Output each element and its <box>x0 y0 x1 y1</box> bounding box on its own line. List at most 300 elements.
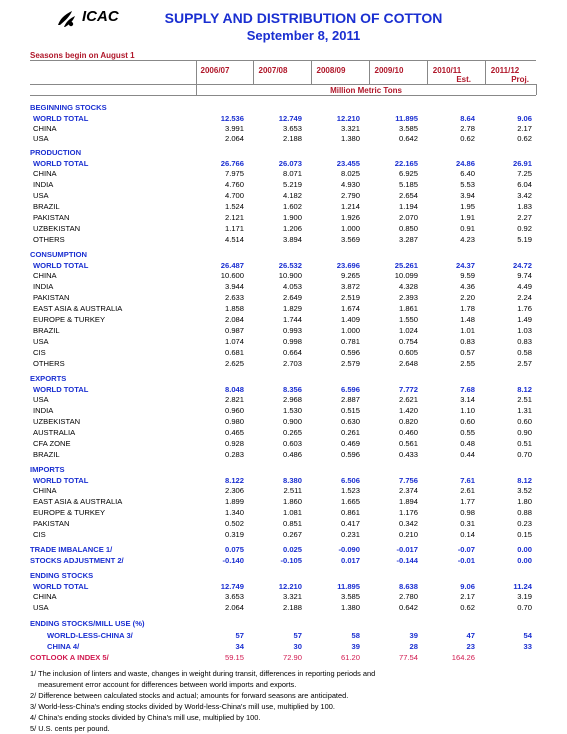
row-value: 0.861 <box>340 508 360 517</box>
row-value: 0.342 <box>398 519 418 528</box>
row-value: 2.20 <box>460 293 475 302</box>
table-row <box>0 293 567 303</box>
row-value: 0.261 <box>340 428 360 437</box>
row-value: 5.219 <box>282 180 302 189</box>
row-value: 9.06 <box>517 114 532 123</box>
table-row <box>0 439 567 449</box>
row-value: 0.980 <box>224 417 244 426</box>
column-year: 2009/10 <box>374 66 404 75</box>
row-value: 1.744 <box>282 315 302 324</box>
column-year: 2011/12 <box>490 66 520 75</box>
row-value: 61.20 <box>340 653 360 662</box>
row-value: 1.01 <box>460 326 475 335</box>
row-value: 1.95 <box>460 202 475 211</box>
row-value: 2.649 <box>282 293 302 302</box>
row-label: ENDING STOCKS/MILL USE (%) <box>30 619 145 628</box>
table-row <box>0 148 567 158</box>
row-value: 4.760 <box>224 180 244 189</box>
row-label: WORLD TOTAL <box>33 261 89 270</box>
row-value: 0.502 <box>224 519 244 528</box>
table-row <box>0 530 567 540</box>
units-label: Million Metric Tons <box>330 86 402 95</box>
row-value: 3.872 <box>340 282 360 291</box>
row-value: 2.780 <box>398 592 418 601</box>
table-row <box>0 103 567 113</box>
row-value: 8.380 <box>282 476 302 485</box>
row-value: 0.57 <box>460 348 475 357</box>
row-value: 3.42 <box>517 191 532 200</box>
row-label: EUROPE & TURKEY <box>33 508 106 517</box>
table-row <box>0 191 567 201</box>
row-value: 7.772 <box>398 385 418 394</box>
row-value: 0.70 <box>517 450 532 459</box>
row-value: 2.790 <box>340 191 360 200</box>
row-value: 7.68 <box>460 385 475 394</box>
row-value: 0.00 <box>517 556 532 565</box>
row-value: 2.188 <box>282 134 302 143</box>
row-value: 1.530 <box>282 406 302 415</box>
row-value: 0.605 <box>398 348 418 357</box>
row-value: 4.930 <box>340 180 360 189</box>
row-label: WORLD TOTAL <box>33 476 89 485</box>
row-value: 1.206 <box>282 224 302 233</box>
row-value: 2.070 <box>398 213 418 222</box>
footnote: measurement error account for differences between world imports and exports. <box>38 680 297 689</box>
row-value: 2.78 <box>460 124 475 133</box>
row-value: 59.15 <box>224 653 244 662</box>
row-value: 34 <box>235 642 244 651</box>
row-label: WORLD TOTAL <box>33 582 89 591</box>
row-value: 4.514 <box>224 235 244 244</box>
row-label: CHINA <box>33 169 57 178</box>
row-value: 0.14 <box>460 530 475 539</box>
row-value: 1.409 <box>340 315 360 324</box>
row-label: WORLD TOTAL <box>33 159 89 168</box>
row-label: EAST ASIA & AUSTRALIA <box>33 304 123 313</box>
row-value: -0.017 <box>396 545 418 554</box>
row-value: 0.998 <box>282 337 302 346</box>
row-value: 0.820 <box>398 417 418 426</box>
row-value: 0.267 <box>282 530 302 539</box>
row-value: 0.265 <box>282 428 302 437</box>
row-value: 2.625 <box>224 359 244 368</box>
row-value: 1.894 <box>398 497 418 506</box>
row-label: CIS <box>33 348 46 357</box>
row-value: 22.165 <box>394 159 418 168</box>
row-value: 72.90 <box>282 653 302 662</box>
row-value: 2.519 <box>340 293 360 302</box>
row-value: 2.121 <box>224 213 244 222</box>
row-value: 4.36 <box>460 282 475 291</box>
table-row <box>0 134 567 144</box>
row-value: 3.94 <box>460 191 475 200</box>
row-value: 0.90 <box>517 428 532 437</box>
row-value: 1.081 <box>282 508 302 517</box>
row-label: USA <box>33 337 49 346</box>
row-value: 30 <box>293 642 302 651</box>
table-row <box>0 571 567 581</box>
row-value: 25.261 <box>394 261 418 270</box>
row-value: 164.26 <box>451 653 475 662</box>
row-value: 0.60 <box>517 417 532 426</box>
table-row <box>0 428 567 438</box>
row-value: -0.144 <box>396 556 418 565</box>
row-value: 2.648 <box>398 359 418 368</box>
row-value: 1.80 <box>517 497 532 506</box>
row-value: 54 <box>523 631 532 640</box>
table-row <box>0 250 567 260</box>
row-label: TRADE IMBALANCE 1/ <box>30 545 113 554</box>
row-value: 0.417 <box>340 519 360 528</box>
row-value: 8.12 <box>517 385 532 394</box>
table-row <box>0 337 567 347</box>
row-value: 8.122 <box>224 476 244 485</box>
row-value: 3.287 <box>398 235 418 244</box>
report-date: September 8, 2011 <box>246 28 361 43</box>
row-value: 1.91 <box>460 213 475 222</box>
row-value: -0.140 <box>222 556 244 565</box>
row-value: 1.03 <box>517 326 532 335</box>
row-label: CIS <box>33 530 46 539</box>
row-value: 0.98 <box>460 508 475 517</box>
row-value: 2.968 <box>282 395 302 404</box>
table-row <box>0 603 567 613</box>
row-value: 2.703 <box>282 359 302 368</box>
table-row <box>0 465 567 475</box>
column-sub: Proj. <box>511 75 529 84</box>
row-value: 0.754 <box>398 337 418 346</box>
row-value: 0.231 <box>340 530 360 539</box>
row-value: 2.188 <box>282 603 302 612</box>
table-row <box>0 213 567 223</box>
row-label: WORLD TOTAL <box>33 114 89 123</box>
table-row <box>0 508 567 518</box>
row-value: 1.900 <box>282 213 302 222</box>
row-value: 8.64 <box>460 114 475 123</box>
table-row <box>0 169 567 179</box>
column-sub: Est. <box>456 75 471 84</box>
table-row <box>0 385 567 395</box>
row-value: 0.460 <box>398 428 418 437</box>
row-label: INDIA <box>33 180 54 189</box>
row-value: 1.860 <box>282 497 302 506</box>
row-value: 2.654 <box>398 191 418 200</box>
row-value: 1.829 <box>282 304 302 313</box>
row-label: PAKISTAN <box>33 213 70 222</box>
page-title: SUPPLY AND DISTRIBUTION OF COTTON <box>164 10 443 26</box>
row-value: 1.380 <box>340 134 360 143</box>
row-value: 3.653 <box>224 592 244 601</box>
row-value: 0.92 <box>517 224 532 233</box>
row-value: 0.83 <box>517 337 532 346</box>
row-value: 1.861 <box>398 304 418 313</box>
row-value: 1.340 <box>224 508 244 517</box>
row-label: PAKISTAN <box>33 519 70 528</box>
row-value: 23 <box>466 642 475 651</box>
footnote: 1/ The inclusion of linters and waste, changes in weight during transit, differences in reporting periods and <box>30 669 376 678</box>
row-value: 0.00 <box>517 545 532 554</box>
row-label: STOCKS ADJUSTMENT 2/ <box>30 556 124 565</box>
row-value: 58 <box>351 631 360 640</box>
row-value: -0.090 <box>338 545 360 554</box>
table-row <box>0 417 567 427</box>
row-label: USA <box>33 134 49 143</box>
row-value: 1.858 <box>224 304 244 313</box>
row-value: 1.176 <box>398 508 418 517</box>
row-value: 2.17 <box>460 592 475 601</box>
table-row <box>0 326 567 336</box>
seasons-note: Seasons begin on August 1 <box>30 51 135 60</box>
row-value: 1.524 <box>224 202 244 211</box>
row-label: CHINA 4/ <box>47 642 80 651</box>
row-value: 0.433 <box>398 450 418 459</box>
row-value: 0.44 <box>460 450 475 459</box>
row-value: 10.600 <box>220 271 244 280</box>
table-row <box>0 304 567 314</box>
row-label: USA <box>33 191 49 200</box>
row-label: EUROPE & TURKEY <box>33 315 106 324</box>
row-value: 0.15 <box>517 530 532 539</box>
table-row <box>0 642 567 652</box>
row-label: PRODUCTION <box>30 148 82 157</box>
table-row <box>0 159 567 169</box>
row-value: 24.86 <box>455 159 475 168</box>
row-value: 3.52 <box>517 486 532 495</box>
footnote: 3/ World-less-China's ending stocks divided by World-less-China's mill use, multiplied by 100. <box>30 702 335 711</box>
row-value: 9.265 <box>340 271 360 280</box>
row-value: 4.053 <box>282 282 302 291</box>
row-value: 1.665 <box>340 497 360 506</box>
row-value: 1.523 <box>340 486 360 495</box>
row-value: 26.532 <box>278 261 302 270</box>
row-label: USA <box>33 395 49 404</box>
row-value: 0.515 <box>340 406 360 415</box>
row-value: 57 <box>293 631 302 640</box>
row-value: 2.393 <box>398 293 418 302</box>
row-label: WORLD-LESS-CHINA 3/ <box>47 631 133 640</box>
row-value: 1.171 <box>224 224 244 233</box>
logo-text: ICAC <box>82 8 119 25</box>
table-row <box>0 235 567 245</box>
row-label: EAST ASIA & AUSTRALIA <box>33 497 123 506</box>
row-value: 0.88 <box>517 508 532 517</box>
row-value: 0.62 <box>517 134 532 143</box>
row-value: 39 <box>351 642 360 651</box>
row-value: 0.91 <box>460 224 475 233</box>
table-row <box>0 653 567 663</box>
row-value: 2.24 <box>517 293 532 302</box>
row-value: 26.073 <box>278 159 302 168</box>
row-value: 4.23 <box>460 235 475 244</box>
row-value: 24.72 <box>512 261 532 270</box>
row-value: 9.06 <box>460 582 475 591</box>
row-value: 5.185 <box>398 180 418 189</box>
row-value: 12.749 <box>278 114 302 123</box>
row-value: 1.214 <box>340 202 360 211</box>
table-row <box>0 486 567 496</box>
column-year: 2008/09 <box>316 66 346 75</box>
row-value: 11.24 <box>513 582 532 591</box>
row-value: 8.071 <box>282 169 302 178</box>
row-value: 1.78 <box>460 304 475 313</box>
row-value: 6.596 <box>340 385 360 394</box>
row-label: WORLD TOTAL <box>33 385 89 394</box>
row-value: 2.084 <box>224 315 244 324</box>
row-label: INDIA <box>33 282 54 291</box>
row-value: 33 <box>523 642 532 651</box>
row-value: 1.602 <box>282 202 302 211</box>
row-value: 2.306 <box>224 486 244 495</box>
column-year: 2010/11 <box>432 66 462 75</box>
row-value: 1.31 <box>517 406 532 415</box>
row-value: 0.850 <box>398 224 418 233</box>
row-value: -0.105 <box>280 556 302 565</box>
row-value: 26.766 <box>220 159 244 168</box>
row-value: 0.851 <box>282 519 302 528</box>
row-value: 0.62 <box>460 134 475 143</box>
row-value: 57 <box>235 631 244 640</box>
row-value: 11.895 <box>395 114 418 123</box>
row-label: OTHERS <box>33 359 65 368</box>
table-row <box>0 271 567 281</box>
row-value: 2.064 <box>224 603 244 612</box>
row-value: 1.420 <box>398 406 418 415</box>
row-value: 0.51 <box>517 439 532 448</box>
row-value: 3.321 <box>282 592 302 601</box>
table-row <box>0 261 567 271</box>
footnote: 2/ Difference between calculated stocks and actual; amounts for forward seasons are anticipated. <box>30 691 349 700</box>
row-value: 6.04 <box>517 180 532 189</box>
row-value: 2.887 <box>340 395 360 404</box>
row-value: 9.59 <box>460 271 475 280</box>
row-label: OTHERS <box>33 235 65 244</box>
row-value: 1.926 <box>340 213 360 222</box>
row-value: 0.017 <box>340 556 360 565</box>
row-value: 2.57 <box>517 359 532 368</box>
table-row <box>0 476 567 486</box>
row-value: 0.23 <box>517 519 532 528</box>
row-label: INDIA <box>33 406 54 415</box>
table-row <box>0 450 567 460</box>
row-value: 0.486 <box>282 450 302 459</box>
table-row <box>0 180 567 190</box>
row-value: 26.487 <box>220 261 244 270</box>
row-value: 7.25 <box>517 169 532 178</box>
row-value: 0.596 <box>340 348 360 357</box>
row-value: 0.210 <box>398 530 418 539</box>
column-year: 2007/08 <box>258 66 288 75</box>
row-value: 0.642 <box>398 134 418 143</box>
row-value: 3.569 <box>340 235 360 244</box>
row-value: 4.700 <box>224 191 244 200</box>
row-label: ENDING STOCKS <box>30 571 94 580</box>
row-value: 3.585 <box>340 592 360 601</box>
row-value: 9.74 <box>517 271 532 280</box>
table-row <box>0 224 567 234</box>
table-row <box>0 582 567 592</box>
table-row <box>0 556 567 566</box>
table-row <box>0 315 567 325</box>
row-value: 0.642 <box>398 603 418 612</box>
row-value: 8.356 <box>282 385 302 394</box>
row-value: 4.328 <box>398 282 418 291</box>
row-value: 7.756 <box>398 476 418 485</box>
row-value: 1.77 <box>460 497 475 506</box>
row-value: 0.55 <box>460 428 475 437</box>
row-value: 39 <box>409 631 418 640</box>
row-value: 0.60 <box>460 417 475 426</box>
row-value: 2.51 <box>517 395 532 404</box>
row-value: 0.993 <box>282 326 302 335</box>
table-row <box>0 497 567 507</box>
row-value: 1.194 <box>398 202 418 211</box>
row-value: 1.550 <box>398 315 418 324</box>
row-value: -0.01 <box>457 556 475 565</box>
row-value: 2.17 <box>517 124 532 133</box>
row-value: 0.664 <box>282 348 302 357</box>
row-label: UZBEKISTAN <box>33 224 81 233</box>
row-value: 0.469 <box>340 439 360 448</box>
table-row <box>0 202 567 212</box>
row-value: 77.54 <box>398 653 418 662</box>
row-value: 6.506 <box>340 476 360 485</box>
row-value: 23.696 <box>336 261 360 270</box>
row-value: 12.749 <box>220 582 244 591</box>
row-value: 8.048 <box>224 385 244 394</box>
row-value: 8.025 <box>340 169 360 178</box>
row-value: 3.19 <box>517 592 532 601</box>
row-value: 10.900 <box>278 271 302 280</box>
table-row <box>0 619 567 629</box>
row-value: 2.374 <box>398 486 418 495</box>
table-row <box>0 124 567 134</box>
row-value: 2.27 <box>517 213 532 222</box>
row-value: 0.075 <box>224 545 244 554</box>
row-value: 0.630 <box>340 417 360 426</box>
row-value: 1.10 <box>460 406 475 415</box>
row-value: 0.31 <box>460 519 475 528</box>
row-value: 0.928 <box>224 439 244 448</box>
row-value: 0.319 <box>224 530 244 539</box>
table-row <box>0 545 567 555</box>
row-value: 12.210 <box>278 582 302 591</box>
row-label: BRAZIL <box>33 202 60 211</box>
row-value: 2.621 <box>398 395 418 404</box>
row-value: 3.653 <box>282 124 302 133</box>
row-value: 2.55 <box>460 359 475 368</box>
row-label: BRAZIL <box>33 326 60 335</box>
row-value: 0.561 <box>398 439 418 448</box>
row-value: 0.025 <box>282 545 302 554</box>
row-label: EXPORTS <box>30 374 67 383</box>
row-value: 3.321 <box>340 124 360 133</box>
row-label: CHINA <box>33 271 57 280</box>
table-row <box>0 395 567 405</box>
row-value: 0.960 <box>224 406 244 415</box>
row-value: 1.380 <box>340 603 360 612</box>
row-value: 0.70 <box>517 603 532 612</box>
row-value: 3.894 <box>282 235 302 244</box>
row-value: 2.61 <box>460 486 475 495</box>
row-value: 47 <box>466 631 475 640</box>
row-value: 0.596 <box>340 450 360 459</box>
row-value: 12.210 <box>336 114 360 123</box>
row-value: 0.48 <box>460 439 475 448</box>
row-value: 3.14 <box>460 395 475 404</box>
row-value: 4.182 <box>282 191 302 200</box>
row-value: 2.579 <box>340 359 360 368</box>
row-value: 11.895 <box>337 582 360 591</box>
